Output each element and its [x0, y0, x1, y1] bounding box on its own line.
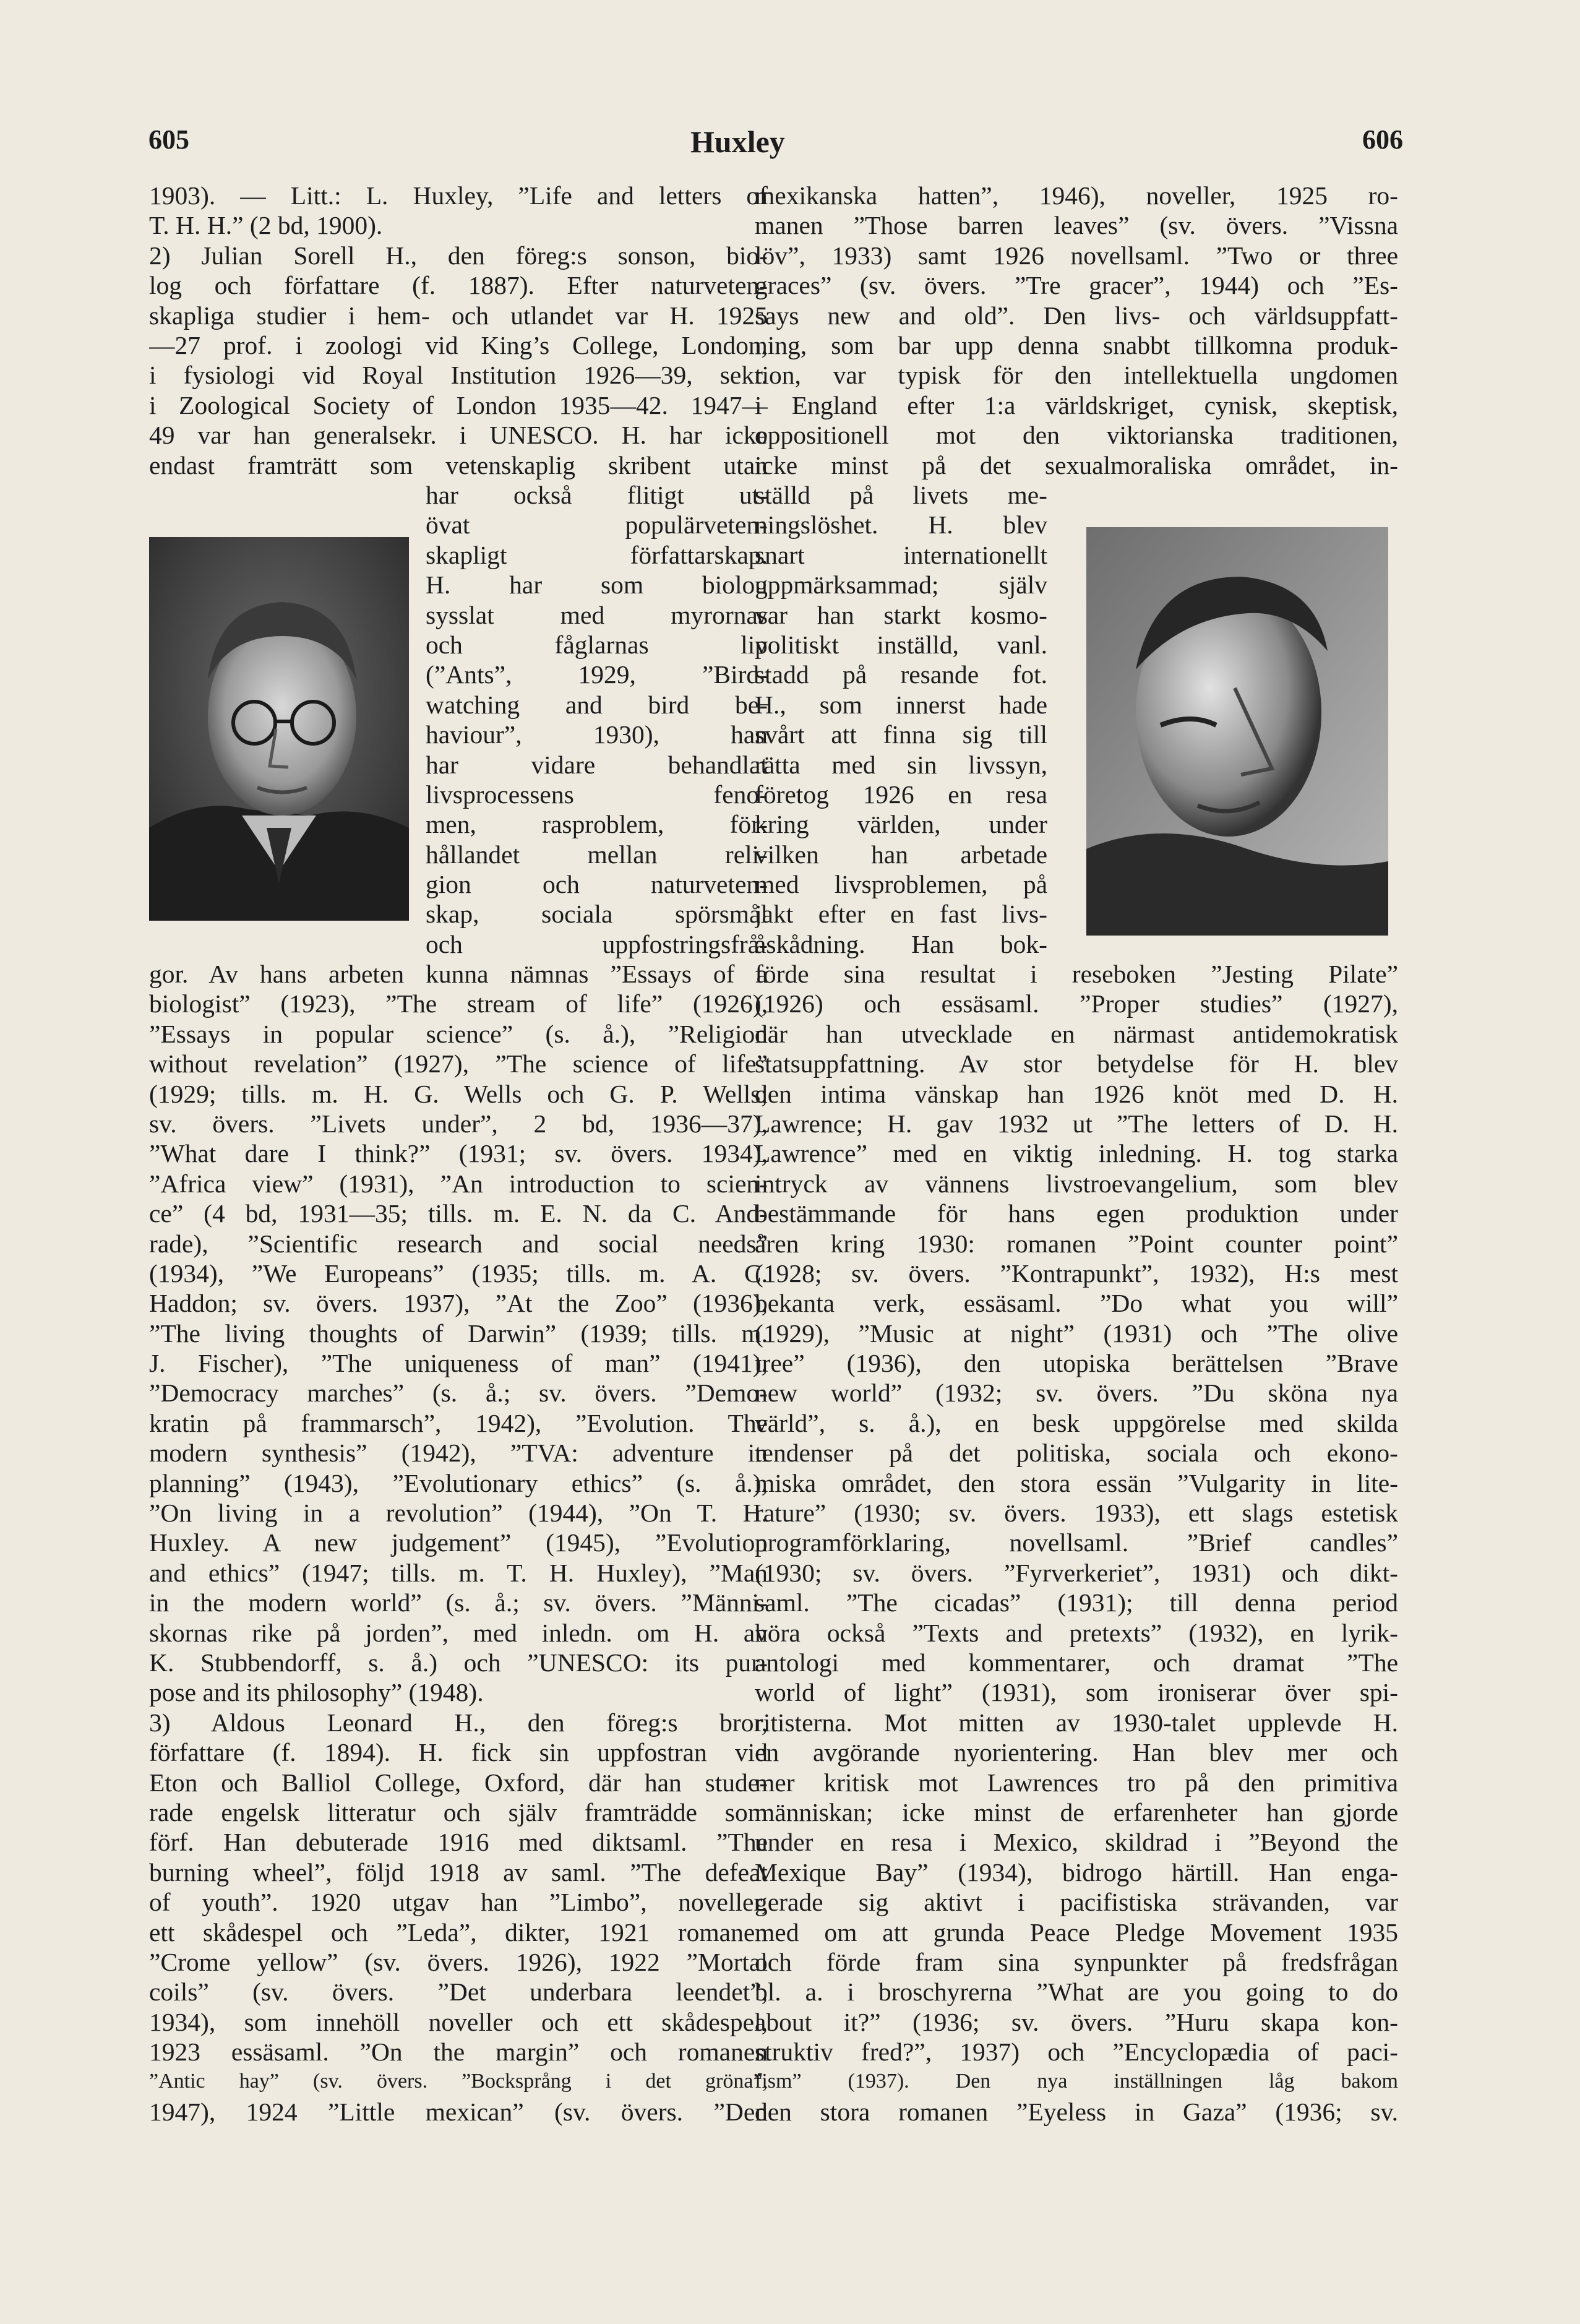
text-line: med livsproblemen, på — [755, 870, 1047, 899]
text-line: kring världen, under — [755, 810, 1047, 839]
text-line: gerade sig aktivt i pacifistiska strävanden, var — [755, 1888, 1398, 1917]
text-line: in the modern world” (s. å.; sv. övers. ”Männi- — [149, 1588, 768, 1617]
text-line: ”Antic hay” (sv. övers. ”Bocksprång i det gröna”, — [149, 2070, 768, 2093]
text-line: ritisterna. Mot mitten av 1930-talet upplevde H. — [755, 1708, 1398, 1737]
text-line: ning, som bar upp denna snabbt tillkomna produk- — [755, 330, 1398, 359]
text-line: Eton och Balliol College, Oxford, där han stude- — [149, 1768, 768, 1797]
text-line: en avgörande nyorientering. Han blev mer och — [755, 1738, 1398, 1767]
text-line: biologist” (1923), ”The stream of life” (1926), — [149, 989, 768, 1018]
text-line: stadd på resande fot. — [755, 660, 1047, 689]
text-line: och uppfostringsfrå- — [426, 929, 768, 958]
text-line: bl. a. i broschyrerna ”What are you going to do — [755, 1978, 1398, 2007]
text-line: övat populärveten- — [426, 510, 768, 540]
text-line: log och författare (f. 1887). Efter naturveten- — [149, 271, 768, 300]
text-line: K. Stubbendorff, s. å.) och ”UNESCO: its pur- — [149, 1648, 768, 1677]
text-line: rade), ”Scientific research and social needs” — [149, 1229, 768, 1258]
text-line: (1934), ”We Europeans” (1935; tills. m. A. C. — [149, 1259, 768, 1288]
text-line: människan; icke minst de erfarenheter han gjorde — [755, 1797, 1398, 1827]
text-line: 1947), 1924 ”Little mexican” (sv. övers. ”Den — [149, 2097, 768, 2126]
text-line: har vidare behandlat — [426, 750, 768, 779]
right-column — [755, 181, 1398, 480]
text-line: mexikanska hatten”, 1946), noveller, 1925 ro- — [755, 181, 1398, 210]
text-line: med om att grunda Peace Pledge Movement 1935 — [755, 1917, 1398, 1947]
text-line: snart internationellt — [755, 540, 1047, 569]
text-line: löv”, 1933) samt 1926 novellsaml. ”Two or three — [755, 241, 1398, 270]
text-line: world of light” (1931), som ironiserar över spi- — [755, 1678, 1398, 1707]
text-line: ”Democracy marches” (s. å.; sv. övers. ”Demo- — [149, 1379, 768, 1408]
julian-huxley-portrait — [149, 537, 409, 921]
text-line: har också flitigt ut- — [426, 481, 768, 509]
text-line: företog 1926 en resa — [755, 780, 1047, 809]
text-line: Mexique Bay” (1934), bidrogo härtill. Han enga- — [755, 1857, 1398, 1887]
text-line: förf. Han debuterade 1916 med diktsaml. ”The — [149, 1828, 768, 1857]
left-wrap-text — [426, 480, 768, 959]
text-line: jakt efter en fast livs- — [755, 900, 1047, 929]
text-line: Huxley. A new judgement” (1945), ”Evolution — [149, 1528, 768, 1557]
text-line: modern synthesis” (1942), ”TVA: adventure in — [149, 1439, 768, 1468]
text-line: intryck av vännens livstroevangelium, som blev — [755, 1169, 1398, 1198]
text-line: planning” (1943), ”Evolutionary ethics” (s. å.), — [149, 1468, 768, 1497]
text-line: ningslöshet. H. blev — [755, 510, 1047, 540]
text-line: and ethics” (1947; tills. m. T. H. Huxley), ”Man — [149, 1558, 768, 1587]
text-line: 3) Aldous Leonard H., den föreg:s bror, — [149, 1708, 768, 1737]
text-line: T. H. H.” (2 bd, 1900). — [149, 211, 383, 240]
text-line: about it?” (1936; sv. övers. ”Huru skapa kon- — [755, 2007, 1398, 2036]
text-line: 49 var han generalsekr. i UNESCO. H. har icke — [149, 421, 768, 450]
text-line: gion och naturveten- — [426, 870, 768, 899]
right-wrap-text — [755, 480, 1047, 959]
text-line: rature” (1930; sv. övers. 1933), ett slags estetisk — [755, 1499, 1398, 1528]
text-line: (1929; tills. m. H. G. Wells och G. P. Wells; — [149, 1079, 768, 1108]
text-line: says new and old”. Den livs- och världsuppfatt- — [755, 301, 1398, 330]
text-line: endast framträtt som vetenskaplig skribent utan — [149, 450, 768, 480]
text-line: saml. ”The cicadas” (1931); till denna period — [755, 1588, 1398, 1617]
text-line: rade engelsk litteratur och själv framträdde som — [149, 1797, 768, 1827]
text-line: rätta med sin livssyn, — [755, 750, 1047, 779]
text-line: miska området, den stora essän ”Vulgarity in lite- — [755, 1468, 1398, 1497]
text-line: J. Fischer), ”The uniqueness of man” (1941), — [149, 1349, 768, 1378]
text-line: politiskt inställd, vanl. — [755, 630, 1047, 659]
text-line: skap, sociala spörsmål — [426, 900, 768, 929]
text-line: bekanta verk, essäsaml. ”Do what you will” — [755, 1289, 1398, 1318]
text-line: författare (f. 1894). H. fick sin uppfostran vid — [149, 1738, 768, 1767]
text-line: H. har som biolog — [426, 570, 768, 600]
text-line: livsprocessens feno- — [426, 780, 768, 809]
text-line: icke minst på det sexualmoraliska området, in- — [755, 450, 1398, 480]
text-line: burning wheel”, följd 1918 av saml. ”The defeat — [149, 1857, 768, 1887]
text-line: Lawrence” med en viktig inledning. H. tog starka — [755, 1139, 1398, 1168]
text-line: förde sina resultat i reseboken ”Jesting Pilate” — [755, 960, 1398, 988]
text-line: och förde fram sina synpunkter på fredsfrågan — [755, 1947, 1398, 1976]
text-line: ce” (4 bd, 1931—35; tills. m. E. N. da C. And- — [149, 1199, 768, 1228]
text-line: statsuppfattning. Av stor betydelse för H. blev — [755, 1049, 1398, 1078]
text-line: åren kring 1930: romanen ”Point counter point” — [755, 1229, 1398, 1258]
text-line: pose and its philosophy” (1948). — [149, 1678, 484, 1707]
left-top-text — [149, 181, 768, 480]
text-line: där han utvecklade en närmast antidemokratisk — [755, 1019, 1398, 1048]
text-line: (1928; sv. övers. ”Kontrapunkt”, 1932), H:s mest — [755, 1259, 1398, 1288]
text-line: skapligt författarskap. — [426, 540, 768, 569]
text-line: i fysiologi vid Royal Institution 1926—39, sekr. — [149, 361, 768, 390]
text-line: 1923 essäsaml. ”On the margin” och romanen — [149, 2038, 768, 2067]
text-line: manen ”Those barren leaves” (sv. övers. ”Vissna — [755, 211, 1398, 240]
text-line: sysslat med myrornas — [426, 600, 768, 629]
text-line: H., som innerst hade — [755, 690, 1047, 719]
text-line: —27 prof. i zoologi vid King’s College, London, — [149, 330, 768, 359]
text-line: höra också ”Texts and pretexts” (1932), en lyrik- — [755, 1618, 1398, 1647]
text-line: ”Crome yellow” (sv. övers. 1926), 1922 ”Mortal — [149, 1947, 768, 1976]
text-line: sv. övers. ”Livets under”, 2 bd, 1936—37), — [149, 1109, 768, 1138]
text-line: haviour”, 1930), han — [426, 720, 768, 749]
text-line: bestämmande för hans egen produktion under — [755, 1199, 1398, 1228]
page-number-right: 606 — [1362, 124, 1403, 155]
text-line: 1934), som innehöll noveller och ett skådespel, — [149, 2007, 768, 2036]
text-line: ”Essays in popular science” (s. å.), ”Religion — [149, 1019, 768, 1048]
text-line: hållandet mellan reli- — [426, 840, 768, 869]
text-line: ställd på livets me- — [755, 481, 1047, 509]
text-line: kratin på frammarsch”, 1942), ”Evolution. The — [149, 1408, 768, 1437]
text-line: Lawrence; H. gav 1932 ut ”The letters of D. H. — [755, 1109, 1398, 1138]
left-column-continued — [149, 959, 768, 2127]
text-line: watching and bird be- — [426, 690, 768, 719]
text-line: skapliga studier i hem- och utlandet var H. 1925 — [149, 301, 768, 330]
text-line: (”Ants”, 1929, ”Bird- — [426, 660, 768, 689]
text-line: i England efter 1:a världskriget, cynisk, skeptisk, — [755, 390, 1398, 420]
text-line: (1929), ”Music at night” (1931) och ”The olive — [755, 1319, 1398, 1348]
text-line: oppositionell mot den viktorianska traditionen, — [755, 421, 1398, 450]
text-line: svårt att finna sig till — [755, 720, 1047, 749]
text-line: i Zoological Society of London 1935—42. 1947— — [149, 390, 768, 420]
left-column — [149, 181, 768, 480]
text-line: ”Africa view” (1931), ”An introduction to scien- — [149, 1169, 768, 1198]
text-line: struktiv fred?”, 1937) och ”Encyclopædia of paci- — [755, 2038, 1398, 2067]
text-line: och fåglarnas liv — [426, 630, 768, 659]
text-line: under en resa i Mexico, skildrad i ”Beyond the — [755, 1828, 1398, 1857]
text-line: (1930; sv. övers. ”Fyrverkeriet”, 1931) och dikt- — [755, 1558, 1398, 1587]
text-line: den intima vänskap han 1926 knöt med D. H. — [755, 1079, 1398, 1108]
running-title: Huxley — [690, 124, 785, 159]
text-line: without revelation” (1927), ”The science of life” — [149, 1049, 768, 1078]
page-number-left: 605 — [148, 124, 189, 155]
text-line: ”On living in a revolution” (1944), ”On T. H. — [149, 1499, 768, 1528]
text-line: (1926) och essäsaml. ”Proper studies” (1927), — [755, 989, 1398, 1018]
text-line: värld”, s. å.), en besk uppgörelse med skilda — [755, 1408, 1398, 1437]
text-line: var han starkt kosmo- — [755, 600, 1047, 629]
text-line: ”The living thoughts of Darwin” (1939; tills. m. — [149, 1319, 768, 1348]
text-line: skornas rike på jorden”, med inledn. om H. av — [149, 1618, 768, 1647]
text-line: tree” (1936), den utopiska berättelsen ”Brave — [755, 1349, 1398, 1378]
text-line: åskådning. Han bok- — [755, 929, 1047, 958]
text-line: den stora romanen ”Eyeless in Gaza” (1936; sv. — [755, 2097, 1398, 2126]
text-line: tion, var typisk för den intellektuella ungdomen — [755, 361, 1398, 390]
text-line: programförklaring, novellsaml. ”Brief candles” — [755, 1528, 1398, 1557]
text-line: 1903). — Litt.: L. Huxley, ”Life and letters of — [149, 181, 768, 210]
text-line: vilken han arbetade — [755, 840, 1047, 869]
text-line: men, rasproblem, för- — [426, 810, 768, 839]
text-line: ”What dare I think?” (1931; sv. övers. 1934), — [149, 1139, 768, 1168]
right-column-continued — [755, 959, 1398, 2127]
text-line: ett skådespel och ”Leda”, dikter, 1921 romanen — [149, 1917, 768, 1947]
text-line: 2) Julian Sorell H., den föreg:s sonson, bio- — [149, 241, 768, 270]
text-line: antologi med kommentarer, och dramat ”The — [755, 1648, 1398, 1677]
text-line: tendenser på det politiska, sociala och ekono- — [755, 1439, 1398, 1468]
text-line: uppmärksammad; själv — [755, 570, 1047, 600]
text-line: mer kritisk mot Lawrences tro på den primitiva — [755, 1768, 1398, 1797]
text-line: of youth”. 1920 utgav han ”Limbo”, noveller, — [149, 1888, 768, 1917]
text-line: gor. Av hans arbeten kunna nämnas ”Essays of a — [149, 960, 768, 988]
text-line: fism” (1937). Den nya inställningen låg bakom — [755, 2070, 1398, 2093]
text-line: graces” (sv. övers. ”Tre gracer”, 1944) och ”Es- — [755, 271, 1398, 300]
text-line: Haddon; sv. övers. 1937), ”At the Zoo” (1936), — [149, 1289, 768, 1318]
text-line: new world” (1932; sv. övers. ”Du sköna nya — [755, 1379, 1398, 1408]
aldous-huxley-portrait — [1086, 527, 1388, 936]
text-line: coils” (sv. övers. ”Det underbara leendet”, — [149, 1978, 768, 2007]
